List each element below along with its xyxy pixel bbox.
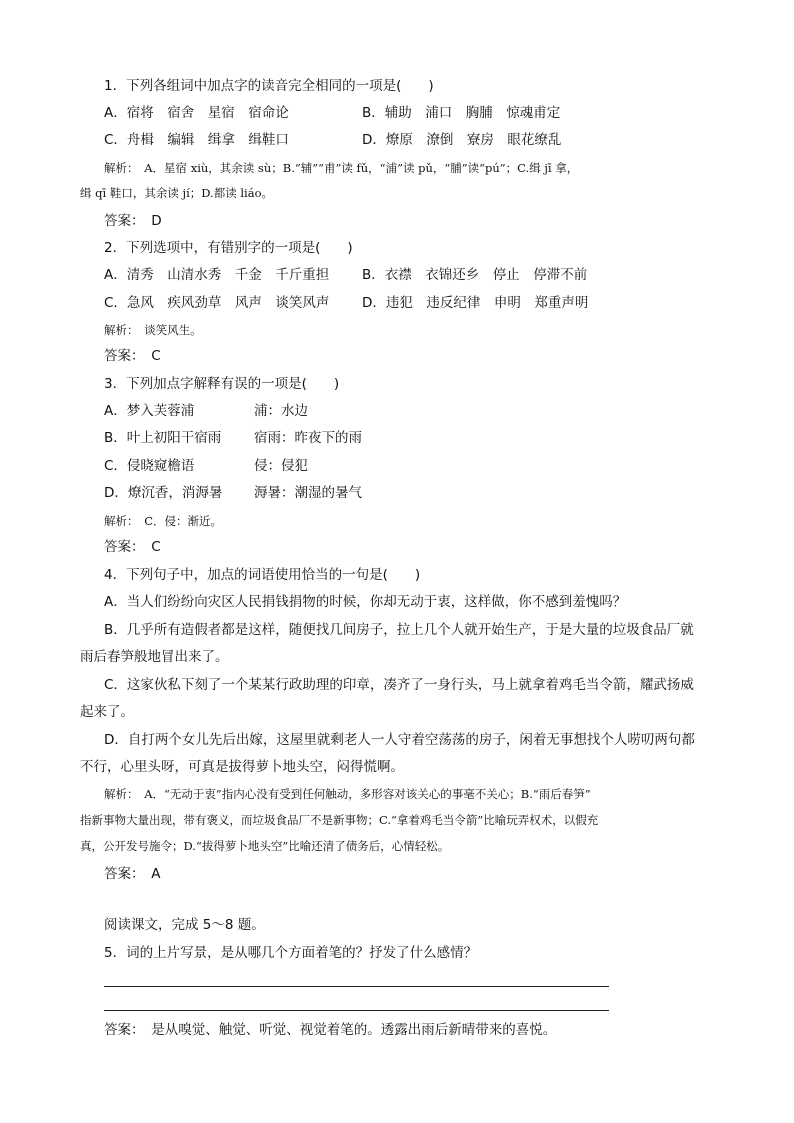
q1-analysis-line-1: 解析： A．星宿 xiù，其余读 sù；B.“辅”“甫”读 fǔ，“浦”读 pǔ，“脯”读“pú”；C.缉 jī 拿，: [104, 161, 579, 175]
q1-analysis-line-2: 缉 qī 鞋口，其余读 jí；D.都读 liáo。: [80, 186, 274, 200]
q4-answer: 答案： A: [104, 866, 161, 882]
q4-stem: 4．下列句子中，加点的词语使用恰当的一句是( ): [104, 567, 421, 583]
q2-option-b: B．衣襟 衣锦还乡 停止 停滞不前: [362, 267, 588, 283]
q5-stem: 5．词的上片写景，是从哪几个方面着笔的？抒发了什么感情？: [104, 945, 478, 961]
q1-option-d: D．燎原 潦倒 寮房 眼花缭乱: [362, 132, 562, 148]
q5-answer: 答案： 是从嗅觉、触觉、听觉、视觉着笔的。透露出雨后新晴带来的喜悦。: [104, 1022, 557, 1038]
q4-option-d-line-2: 不行，心里头呀，可真是拔得萝卜地头空，闷得慌啊。: [80, 759, 404, 775]
answer-line-2: [104, 1010, 609, 1011]
q3-answer: 答案： C: [104, 539, 161, 555]
q2-option-d: D．违犯 违反纪律 申明 郑重声明: [362, 295, 589, 311]
q3-option-d-explanation: 溽暑：潮湿的暑气: [254, 485, 362, 501]
q4-analysis-line-1: 解析： A．“无动于衷”指内心没有受到任何触动，多形容对该关心的事毫不关心；B.“雨后春笋”: [104, 787, 591, 801]
answer-line-1: [104, 986, 609, 987]
q1-stem: 1．下列各组词中加点字的读音完全相同的一项是( ): [104, 78, 434, 94]
q4-option-a: A．当人们纷纷向灾区人民捐钱捐物的时候，你却无动于衷，这样做，你不感到羞愧吗？: [104, 594, 627, 610]
q2-option-a: A．清秀 山清水秀 千金 千斤重担: [104, 267, 330, 283]
q3-option-c-explanation: 侵：侵犯: [254, 458, 308, 474]
q3-option-a-explanation: 浦：水边: [254, 403, 308, 419]
q4-option-c-line-1: C．这家伙私下刻了一个某某行政助理的印章，凑齐了一身行头，马上就拿着鸡毛当令箭，耀武扬威: [104, 677, 694, 693]
q4-option-d-line-1: D．自打两个女儿先后出嫁，这屋里就剩老人一人守着空荡荡的房子，闲着无事想找个人唠叨两句都: [104, 732, 695, 748]
q3-option-b: B．叶上初阳干宿雨: [104, 430, 222, 446]
q3-option-c: C．侵晓窥檐语: [104, 458, 195, 474]
reading-intro: 阅读课文，完成 5～8 题。: [104, 917, 265, 933]
q4-option-b-line-2: 雨后春笋般地冒出来了。: [80, 649, 229, 665]
q3-option-a: A．梦入芙蓉浦: [104, 403, 195, 419]
q4-analysis-line-2: 指新事物大量出现，带有褒义，而垃圾食品厂不是新事物；C.“拿着鸡毛当令箭”比喻玩弄权术，以假充: [80, 813, 599, 827]
q1-option-b: B．辅助 浦口 胸脯 惊魂甫定: [362, 105, 561, 121]
q1-option-a: A．宿将 宿舍 星宿 宿命论: [104, 105, 289, 121]
q4-option-c-line-2: 起来了。: [80, 704, 134, 720]
q2-stem: 2．下列选项中，有错别字的一项是( ): [104, 240, 353, 256]
q2-option-c: C．急风 疾风劲草 风声 谈笑风声: [104, 295, 330, 311]
q1-answer: 答案： D: [104, 213, 162, 229]
q1-option-c: C．舟楫 编辑 缉拿 缉鞋口: [104, 132, 289, 148]
q2-answer: 答案： C: [104, 348, 161, 364]
q3-option-d: D．燎沉香，消溽暑: [104, 485, 223, 501]
q2-analysis: 解析： 谈笑风生。: [104, 323, 202, 337]
q3-option-b-explanation: 宿雨：昨夜下的雨: [254, 430, 362, 446]
q3-analysis: 解析： C．侵：渐近。: [104, 514, 223, 528]
q3-stem: 3．下列加点字解释有误的一项是( ): [104, 376, 340, 392]
q4-analysis-line-3: 真，公开发号施令；D.“拔得萝卜地头空”比喻还清了债务后，心情轻松。: [80, 839, 450, 853]
q4-option-b-line-1: B．几乎所有造假者都是这样，随便找几间房子，拉上几个人就开始生产，于是大量的垃圾食品厂就: [104, 622, 694, 638]
